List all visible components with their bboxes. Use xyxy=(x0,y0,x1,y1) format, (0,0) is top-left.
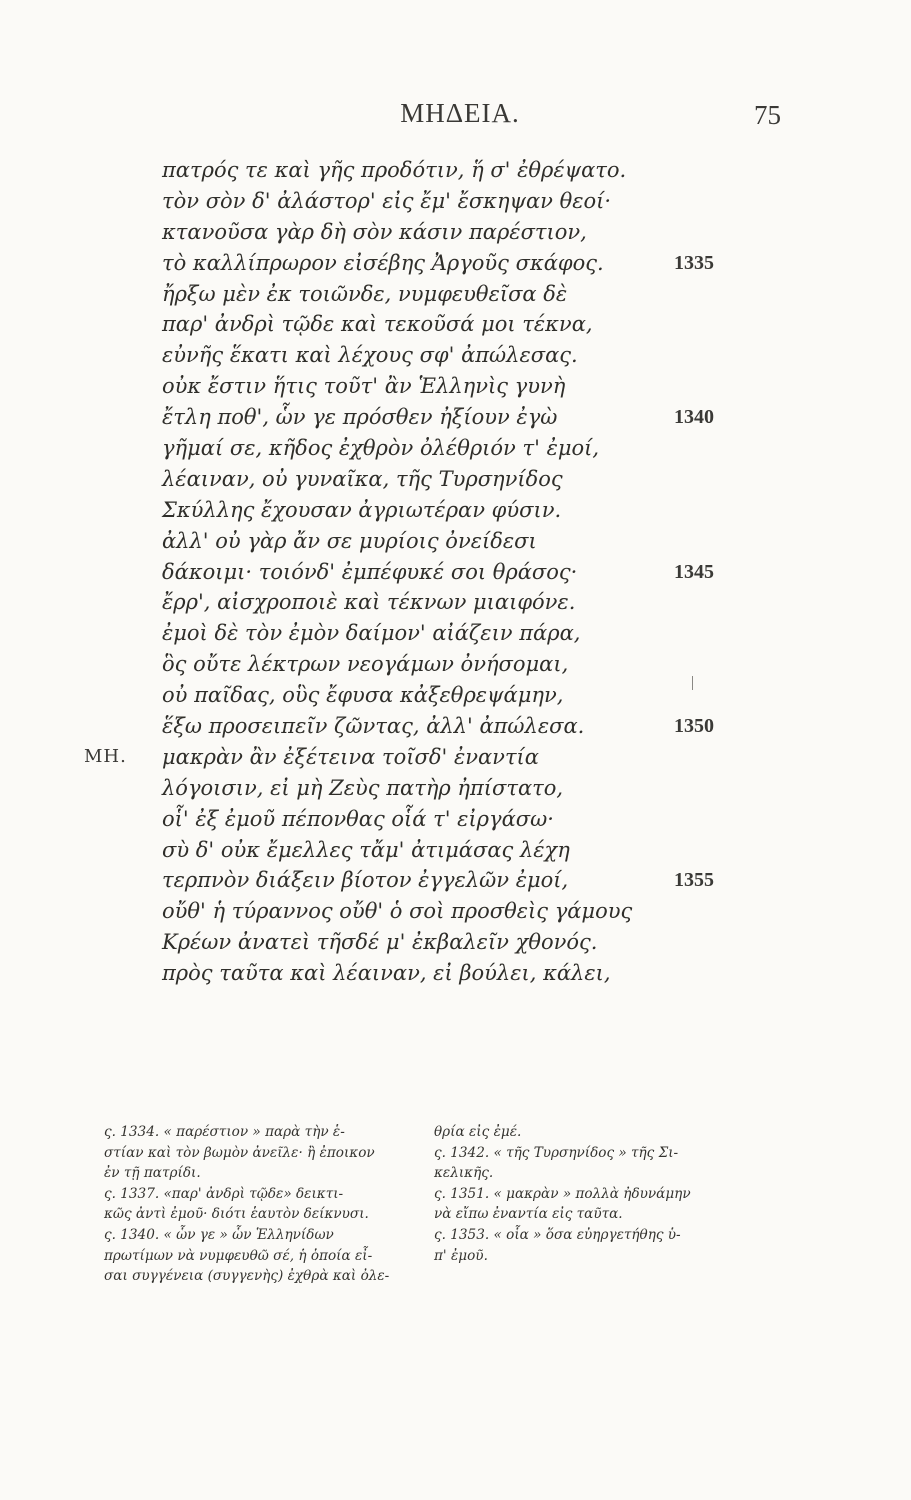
verse-line xyxy=(162,371,782,402)
verse-line xyxy=(162,557,782,588)
footnote-line: ς. 1337. «παρ' ἀνδρὶ τῷδε» δεικτι- xyxy=(104,1185,344,1202)
footnote-line: νὰ εἴπω ἐναντία εἰς ταῦτα. xyxy=(434,1206,623,1223)
verse-text-line: δάκοιμι· τοιόνδ' ἐμπέφυκέ σοι θράσος· xyxy=(162,559,578,584)
verse-text-line: Κρέων ἀνατεὶ τῆσδέ μ' ἐκβαλεῖν χθονός. xyxy=(162,930,598,955)
verse-line xyxy=(162,865,782,896)
line-number: 1350 xyxy=(674,715,714,738)
verse-line xyxy=(162,618,782,649)
verse-text-line: ἀλλ' οὐ γὰρ ἄν σε μυρίοις ὀνείδεσι xyxy=(162,528,537,553)
verse-text-line: οἷ' ἐξ ἐμοῦ πέπονθας οἷά τ' εἰργάσω· xyxy=(162,806,554,831)
verse-line xyxy=(84,742,782,773)
verse-line xyxy=(162,279,782,310)
verse-line xyxy=(162,248,782,279)
verse-text-line: παρ' ἀνδρὶ τῷδε καὶ τεκοῦσά μοι τέκνα, xyxy=(162,312,593,337)
footnote-line: ς. 1351. « μακρὰν » πολλὰ ἠδυνάμην xyxy=(434,1185,691,1202)
footnote-line: ς. 1340. « ὧν γε » ὧν Ἑλληνίδων xyxy=(104,1226,334,1243)
verse-text-line: σὺ δ' οὐκ ἔμελλες τἄμ' ἀτιμάσας λέχη xyxy=(162,837,570,862)
verse-text-line: οὐ παῖδας, οὓς ἔφυσα κἀξεθρεψάμην, xyxy=(162,683,564,708)
verse-text-line: ἕξω προσειπεῖν ζῶντας, ἀλλ' ἀπώλεσα. xyxy=(162,714,585,739)
verse-line xyxy=(162,896,782,927)
verse-text-line: τερπνὸν διάξειν βίοτον ἐγγελῶν ἐμοί, xyxy=(162,868,569,893)
verse-text-line: τὸν σὸν δ' ἀλάστορ' εἰς ἔμ' ἔσκηψαν θεοί· xyxy=(162,188,612,213)
footnotes-left-column xyxy=(104,1122,422,1287)
footnote-line: ς. 1342. « τῆς Τυρσηνίδος » τῆς Σι- xyxy=(434,1144,679,1161)
verse-text-line: τὸ καλλίπρωρον εἰσέβης Ἀργοῦς σκάφος. xyxy=(162,250,604,275)
verse-text-line: Σκύλλης ἔχουσαν ἀγριωτέραν φύσιν. xyxy=(162,497,562,522)
verse-line xyxy=(162,526,782,557)
verse-text-line: μακρὰν ἂν ἐξέτεινα τοῖσδ' ἐναντία xyxy=(162,744,539,769)
footnote-line: κῶς ἀντὶ ἐμοῦ· διότι ἑαυτὸν δείκνυσι. xyxy=(104,1206,369,1223)
verse-line xyxy=(162,433,782,464)
verse-text-line: εὐνῆς ἕκατι καὶ λέχους σφ' ἀπώλεσας. xyxy=(162,343,578,368)
footnote-line: π' ἐμοῦ. xyxy=(434,1247,488,1264)
verse-text-line: κτανοῦσα γὰρ δὴ σὸν κάσιν παρέστιον, xyxy=(162,219,587,244)
verse-text-line: οὔθ' ἡ τύραννος οὔθ' ὁ σοὶ προσθεὶς γάμους xyxy=(162,899,633,924)
verse-line xyxy=(162,464,782,495)
verse-line xyxy=(162,680,782,711)
line-number: 1335 xyxy=(674,251,714,274)
verse-text xyxy=(84,155,782,989)
verse-text-line: ἤρξω μὲν ἐκ τοιῶνδε, νυμφευθεῖσα δὲ xyxy=(162,281,568,306)
running-title: ΜΗΔΕΙΑ. xyxy=(400,98,520,128)
footnote-line: πρωτίμων νὰ νυμφευθῶ σέ, ἡ ὁποία εἶ- xyxy=(104,1247,373,1264)
verse-line xyxy=(162,773,782,804)
footnote-line: ς. 1353. « οἷα » ὅσα εὐηργετήθης ὑ- xyxy=(434,1226,681,1243)
verse-text-line: ὃς οὔτε λέκτρων νεογάμων ὀνήσομαι, xyxy=(162,652,569,677)
footnote-line: θρία εἰς ἐμέ. xyxy=(434,1124,522,1140)
verse-line xyxy=(162,711,782,742)
verse-line xyxy=(162,155,782,186)
verse-line xyxy=(162,587,782,618)
line-number: 1355 xyxy=(674,869,714,892)
footnote-line: ς. 1334. « παρέστιον » παρὰ τὴν ἑ- xyxy=(104,1124,345,1140)
verse-text-line: γῆμαί σε, κῆδος ἐχθρὸν ὀλέθριόν τ' ἐμοί, xyxy=(162,436,600,461)
verse-line xyxy=(162,309,782,340)
verse-line xyxy=(162,186,782,217)
verse-line xyxy=(162,649,782,680)
footnotes xyxy=(104,1122,764,1287)
verse-line xyxy=(162,402,782,433)
verse-text-line: πατρός τε καὶ γῆς προδότιν, ἥ σ' ἐθρέψατο. xyxy=(162,158,627,182)
footnotes-right-column xyxy=(434,1122,764,1287)
verse-text-line: ἔτλη ποθ', ὧν γε πρόσθεν ἠξίουν ἐγὼ xyxy=(162,405,558,430)
footnote-line: σαι συγγένεια (συγγενὴς) ἐχθρὰ καὶ ὀλε- xyxy=(104,1268,390,1285)
verse-text-line: λόγοισιν, εἰ μὴ Ζεὺς πατὴρ ἠπίστατο, xyxy=(162,775,564,800)
verse-text-line: ἐμοὶ δὲ τὸν ἐμὸν δαίμον' αἰάζειν πάρα, xyxy=(162,621,581,646)
verse-line xyxy=(162,340,782,371)
verse-line xyxy=(162,927,782,958)
speaker-label: ΜΗ. xyxy=(84,745,127,767)
line-number: 1345 xyxy=(674,560,714,583)
verse-text-line: ἔρρ', αἰσχροποιὲ καὶ τέκνων μιαιφόνε. xyxy=(162,590,576,615)
line-number: 1340 xyxy=(674,406,714,429)
verse-text-line: οὐκ ἔστιν ἥτις τοῦτ' ἂν Ἑλληνὶς γυνὴ xyxy=(162,374,566,399)
verse-text-line: λέαιναν, οὐ γυναῖκα, τῆς Τυρσηνίδος xyxy=(162,466,563,491)
verse-line xyxy=(162,958,782,989)
footnote-line: κελικῆς. xyxy=(434,1165,494,1182)
verse-line xyxy=(162,217,782,248)
footnote-line: ἐν τῇ πατρίδι. xyxy=(104,1165,201,1182)
verse-line xyxy=(162,835,782,866)
verse-line xyxy=(162,495,782,526)
footnote-line: στίαν καὶ τὸν βωμὸν ἀνεῖλε· ἢ ἐποικον xyxy=(104,1144,375,1161)
verse-text-line: πρὸς ταῦτα καὶ λέαιναν, εἰ βούλει, κάλει, xyxy=(162,961,611,986)
page-number: 75 xyxy=(754,100,781,130)
verse-line xyxy=(162,804,782,835)
